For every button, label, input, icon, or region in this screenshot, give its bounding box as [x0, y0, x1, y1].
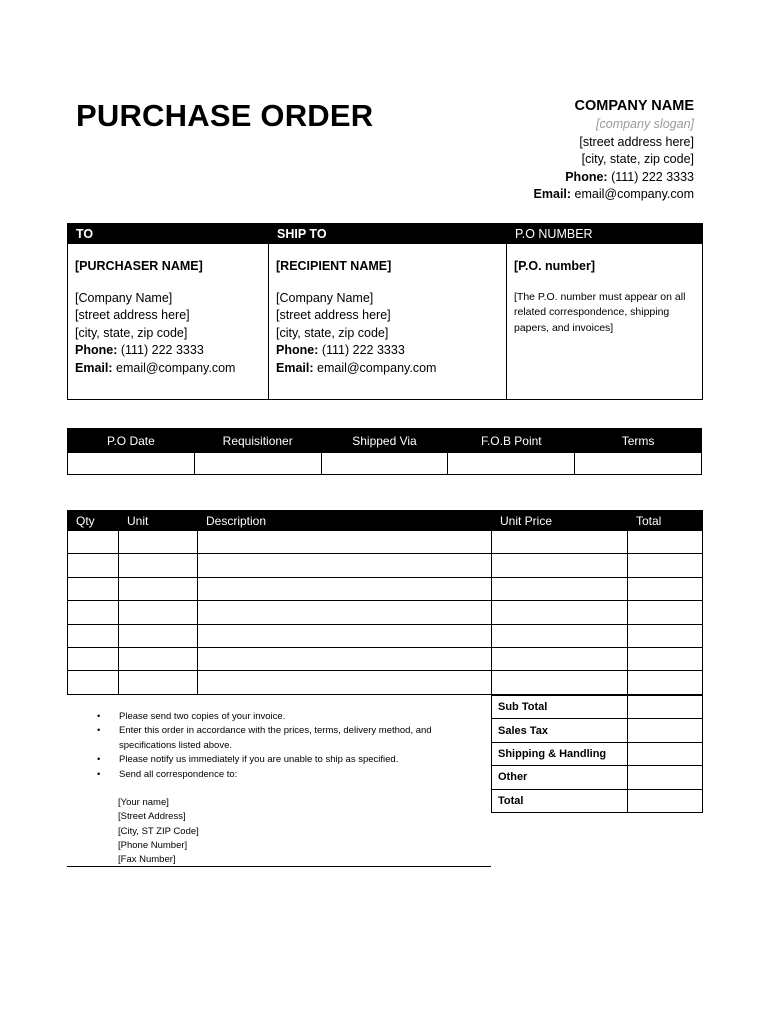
list-item: • Enter this order in accordance with the prices, terms, delivery method, and specifications listed above.	[97, 725, 432, 751]
qty-cell[interactable]	[68, 577, 119, 600]
terms-cell[interactable]	[575, 453, 702, 475]
unit-cell[interactable]	[119, 554, 198, 577]
unit-cell[interactable]	[119, 671, 198, 694]
table-row	[68, 531, 703, 554]
sales-tax-value[interactable]	[628, 719, 703, 742]
po-details-table	[67, 428, 702, 475]
shipped-via-cell[interactable]	[321, 453, 448, 475]
description-cell[interactable]	[198, 531, 492, 554]
unit-price-cell[interactable]	[492, 671, 628, 694]
ship-to-email-line	[276, 360, 499, 378]
fob-point-cell[interactable]	[448, 453, 575, 475]
company-phone-line	[534, 169, 694, 187]
qty-cell[interactable]	[68, 554, 119, 577]
items-table	[67, 510, 703, 695]
po-number-header: P.O NUMBER	[507, 224, 703, 244]
company-email: email@company.com	[574, 187, 694, 202]
unit-cell[interactable]	[119, 577, 198, 600]
description-cell[interactable]	[198, 601, 492, 624]
ship-to-street: [street address here]	[276, 308, 391, 323]
requisitioner-cell[interactable]	[194, 453, 321, 475]
list-item: • Send all correspondence to:	[119, 768, 479, 782]
company-slogan: [company slogan]	[596, 117, 694, 131]
qty-cell[interactable]	[68, 531, 119, 554]
description-cell[interactable]	[198, 577, 492, 600]
other-value[interactable]	[628, 766, 703, 789]
correspondence-contact	[118, 796, 199, 867]
po-number-value: [P.O. number]	[514, 259, 596, 273]
other-label: Other	[492, 766, 628, 789]
bullet-icon: •	[97, 754, 101, 766]
company-name: COMPANY NAME	[574, 98, 694, 114]
ship-to-phone-label: Phone:	[276, 343, 319, 358]
sub-total-value[interactable]	[628, 696, 703, 719]
ship-to-phone: (111) 222 3333	[321, 343, 405, 358]
po-number-cell[interactable]	[507, 244, 703, 400]
total-cell[interactable]	[628, 647, 703, 670]
total-value[interactable]	[628, 789, 703, 812]
notes-section	[67, 695, 491, 867]
company-phone: (111) 222 3333	[611, 169, 694, 184]
total-cell[interactable]	[628, 671, 703, 694]
sub-total-label: Sub Total	[492, 696, 628, 719]
unit-price-cell[interactable]	[492, 624, 628, 647]
contact-name: [Your name]	[118, 797, 169, 808]
ship-to-email: email@company.com	[317, 360, 437, 375]
table-row	[68, 624, 703, 647]
total-label: Total	[492, 789, 628, 812]
terms-header: Terms	[575, 429, 702, 453]
ship-to-city: [city, state, zip code]	[276, 325, 389, 340]
description-cell[interactable]	[198, 624, 492, 647]
recipient-name: [RECIPIENT NAME]	[276, 259, 392, 273]
total-cell[interactable]	[628, 624, 703, 647]
unit-cell[interactable]	[119, 531, 198, 554]
description-cell[interactable]	[198, 647, 492, 670]
qty-header: Qty	[68, 511, 119, 531]
bullet-icon: •	[97, 711, 101, 722]
qty-cell[interactable]	[68, 647, 119, 670]
unit-price-cell[interactable]	[492, 647, 628, 670]
company-phone-label: Phone:	[565, 169, 608, 184]
shipping-handling-value[interactable]	[628, 742, 703, 765]
unit-price-header: Unit Price	[492, 511, 628, 531]
totals-table	[491, 695, 703, 813]
total-cell[interactable]	[628, 531, 703, 554]
to-header: TO	[68, 224, 269, 244]
list-item: • Please send two copies of your invoice.	[119, 710, 479, 724]
shipped-via-header: Shipped Via	[321, 429, 448, 453]
requisitioner-header: Requisitioner	[194, 429, 321, 453]
contact-fax: [Fax Number]	[118, 854, 176, 866]
to-phone-label: Phone:	[75, 343, 118, 358]
unit-price-cell[interactable]	[492, 577, 628, 600]
contact-city: [City, ST ZIP Code]	[118, 825, 199, 837]
table-row	[68, 577, 703, 600]
ship-to-header: SHIP TO	[269, 224, 507, 244]
po-date-cell[interactable]	[68, 453, 195, 475]
table-row	[68, 601, 703, 624]
to-phone: (111) 222 3333	[120, 343, 204, 358]
to-phone-line	[75, 342, 261, 360]
description-header: Description	[198, 511, 492, 531]
description-cell[interactable]	[198, 671, 492, 694]
document-title: PURCHASE ORDER	[76, 98, 374, 133]
to-email-label: Email:	[75, 360, 113, 375]
company-email-label: Email:	[533, 187, 572, 202]
to-company: [Company Name]	[75, 290, 173, 305]
contact-phone: [Phone Number]	[118, 839, 188, 851]
notes-list	[97, 710, 479, 782]
po-number-note: [The P.O. number must appear on all related correspondence, shipping papers, and invoices]	[514, 290, 686, 334]
contact-street: [Street Address]	[118, 811, 186, 823]
qty-cell[interactable]	[68, 601, 119, 624]
total-cell[interactable]	[628, 577, 703, 600]
total-header: Total	[628, 511, 703, 531]
unit-price-cell[interactable]	[492, 601, 628, 624]
company-email-line	[534, 186, 694, 204]
ship-to-phone-line	[276, 342, 499, 360]
fob-point-header: F.O.B Point	[448, 429, 575, 453]
to-email: email@company.com	[116, 360, 236, 375]
purchaser-name: [PURCHASER NAME]	[75, 259, 203, 273]
ship-to-email-label: Email:	[276, 360, 314, 375]
table-row	[68, 554, 703, 577]
description-cell[interactable]	[198, 554, 492, 577]
unit-cell[interactable]	[119, 647, 198, 670]
to-email-line	[75, 360, 261, 378]
unit-header: Unit	[119, 511, 198, 531]
company-city: [city, state, zip code]	[581, 152, 694, 167]
ship-to-company: [Company Name]	[276, 290, 374, 305]
bullet-icon: •	[97, 725, 101, 737]
bullet-icon: •	[97, 768, 101, 780]
to-city: [city, state, zip code]	[75, 325, 188, 340]
sales-tax-label: Sales Tax	[492, 719, 628, 742]
table-row	[68, 671, 703, 694]
address-table	[67, 223, 703, 400]
po-date-header: P.O Date	[68, 429, 195, 453]
total-cell[interactable]	[628, 601, 703, 624]
unit-price-cell[interactable]	[492, 554, 628, 577]
table-row	[68, 647, 703, 670]
unit-cell[interactable]	[119, 624, 198, 647]
to-cell[interactable]	[68, 244, 269, 400]
shipping-handling-label: Shipping & Handling	[492, 742, 628, 765]
total-cell[interactable]	[628, 554, 703, 577]
company-info	[534, 96, 694, 204]
item-rows	[68, 531, 703, 695]
to-street: [street address here]	[75, 308, 190, 323]
list-item: • Please notify us immediately if you are unable to ship as specified.	[119, 753, 479, 767]
company-street: [street address here]	[579, 134, 694, 149]
qty-cell[interactable]	[68, 671, 119, 694]
unit-price-cell[interactable]	[492, 531, 628, 554]
qty-cell[interactable]	[68, 624, 119, 647]
ship-to-cell[interactable]	[269, 244, 507, 400]
unit-cell[interactable]	[119, 601, 198, 624]
